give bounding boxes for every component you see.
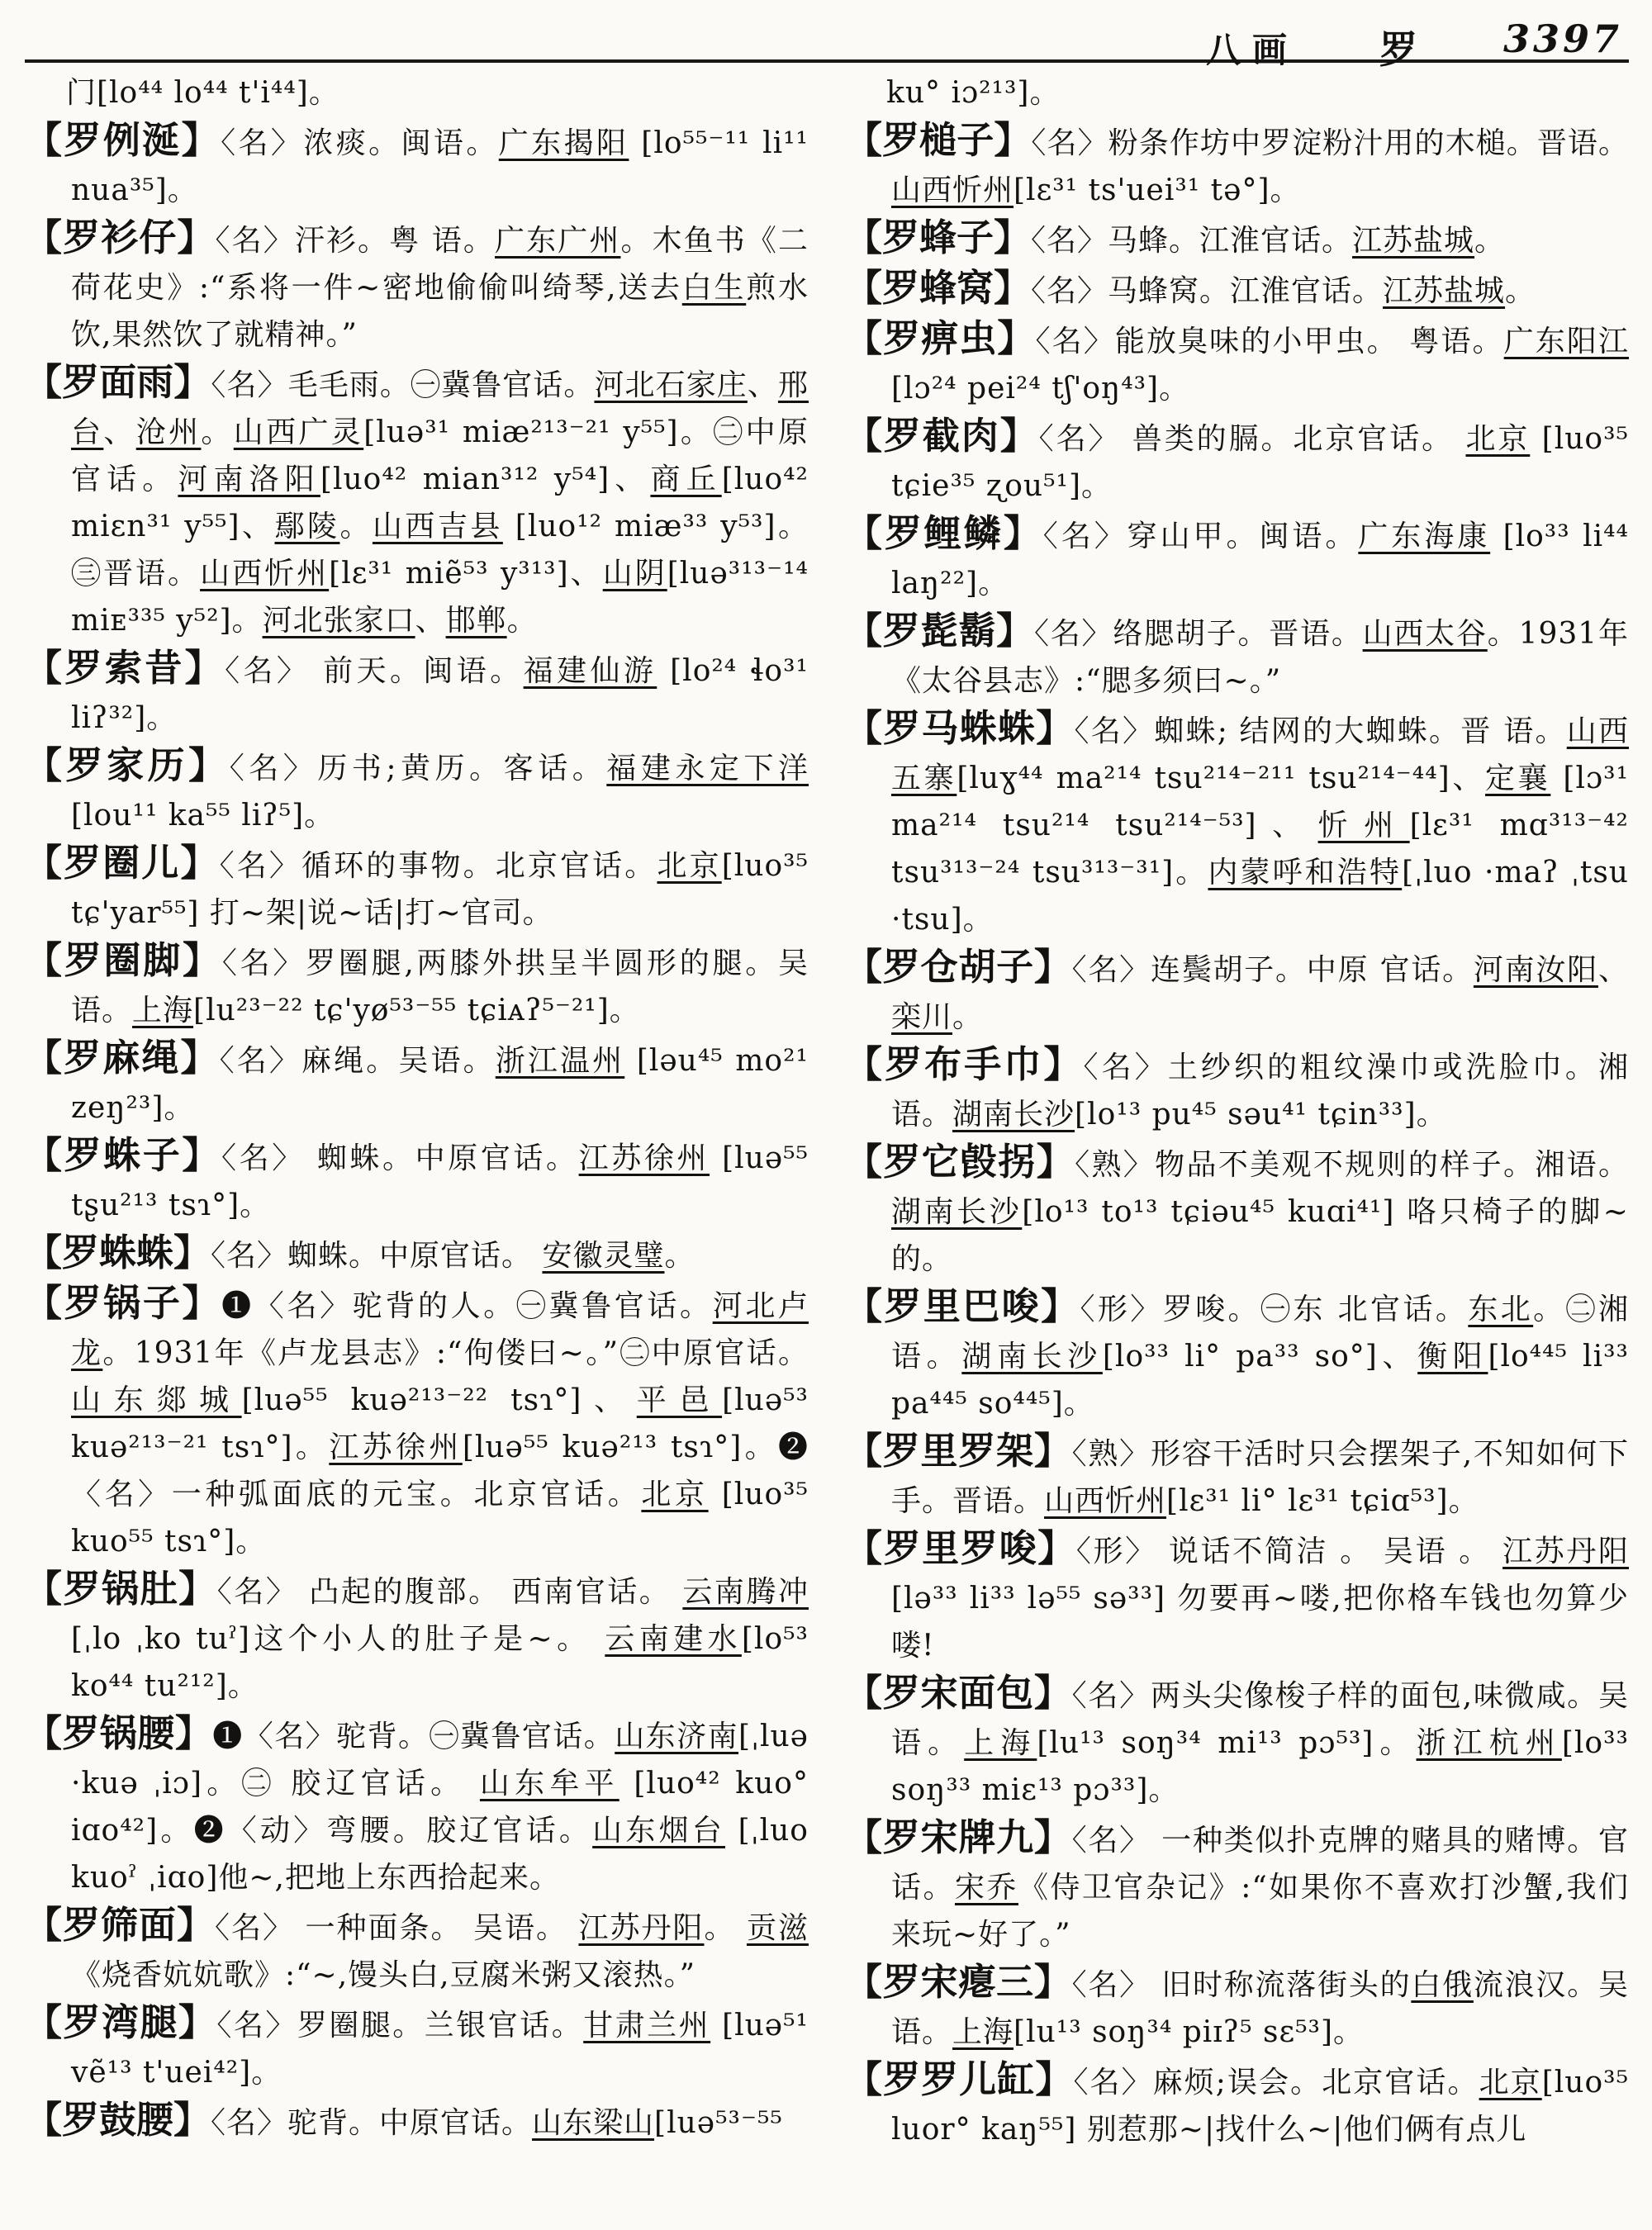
- dictionary-entry: [845, 1525, 1629, 1669]
- entry-text: [lo²⁴ ɬo³¹ liʔ³²]。: [71, 654, 809, 735]
- proper-noun: 河北张家口: [262, 604, 415, 638]
- entry-headword: 【罗筛面】: [25, 1903, 216, 1947]
- dictionary-entry: [845, 315, 1629, 412]
- proper-noun: 河南洛阳: [178, 463, 320, 496]
- proper-noun: 山西吉县: [372, 510, 503, 543]
- proper-noun: 白俄: [1411, 1968, 1474, 2002]
- entry-text: 〈名〉连鬓胡子。中原 官话。: [1071, 953, 1474, 987]
- entry-text: 〈名〉 蜘蛛。中原官话。: [221, 1141, 579, 1175]
- proper-noun: 山西太谷: [1362, 617, 1488, 651]
- entry-text: [luə⁵⁵ tʂu²¹³ tsɿ°]。: [71, 1141, 809, 1222]
- entry-text: [lo¹³ pu⁴⁵ səu⁴¹ tɕin³³]。: [1075, 1098, 1447, 1132]
- dictionary-entry: [845, 1814, 1629, 1958]
- dictionary-entry: [25, 1901, 809, 1999]
- entry-text: [luə⁵⁵ kuə²¹³ tsɿ°]。❷〈名〉一种弧面底的元宝。北京官话。: [71, 1431, 809, 1511]
- entry-text: [luo³⁵ tɕ'yar⁵⁵] 打~架|说~话|打~官司。: [71, 849, 809, 930]
- proper-noun: 衡阳: [1417, 1340, 1488, 1374]
- dictionary-entry: [845, 2056, 1629, 2153]
- entry-text: [luo⁴² mian³¹² y⁵⁴]、: [320, 463, 651, 496]
- dictionary-entry: [25, 1999, 809, 2096]
- dictionary-entry: [845, 705, 1629, 943]
- entry-text: 〈名〉 旧时称流落街头的: [1071, 1968, 1412, 2002]
- entry-text: [lo³³ li⁴⁴ laŋ²²]。: [891, 520, 1629, 600]
- entry-headword: 【罗马蛛蛛】: [845, 706, 1075, 750]
- proper-noun: 甘肃兰州: [583, 2009, 711, 2043]
- entry-text: ku° iɔ²¹³]。: [886, 76, 1061, 110]
- entry-text: [lɛ³¹ mɑ³¹³⁻⁴² tsu³¹³⁻²⁴ tsu³¹³⁻³¹]。: [891, 809, 1629, 890]
- proper-noun: 福建仙游: [523, 654, 657, 688]
- dictionary-entry: [845, 1427, 1629, 1525]
- proper-noun: 河北石家庄: [594, 368, 748, 402]
- entry-text: [luə⁵³⁻⁵⁵: [654, 2106, 783, 2140]
- entry-headword: 【罗宋面包】: [845, 1671, 1072, 1715]
- entry-text: ❶〈名〉驼背。㊀冀鲁官话。: [212, 1720, 615, 1753]
- proper-noun: 宋乔: [954, 1871, 1018, 1905]
- proper-noun: 浙江杭州: [1416, 1726, 1562, 1760]
- entry-text: 煎水饮,果然饮了就精神。”: [71, 271, 809, 352]
- entry-headword: 【罗宋瘪三】: [845, 1960, 1072, 2004]
- entry-text: 〈名〉粉条作坊中罗淀粉汁用的木槌。晋语。: [1031, 126, 1629, 160]
- entry-text: [lu²³⁻²² tɕ'yø⁵³⁻⁵⁵ tɕiᴀʔ⁵⁻²¹]。: [193, 994, 640, 1027]
- entry-headword: 【罗圈儿】: [25, 841, 220, 885]
- entry-text: [lo⁵⁵⁻¹¹ li¹¹ nua³⁵]。: [71, 126, 809, 207]
- proper-noun: 沧州: [135, 415, 202, 449]
- entry-headword: 【罗槌子】: [845, 118, 1032, 162]
- entry-text: 。: [1474, 224, 1506, 258]
- dictionary-entry: [845, 1958, 1629, 2056]
- entry-text: 、: [1597, 953, 1629, 987]
- dictionary-entry: [25, 644, 809, 742]
- proper-noun: 上海: [964, 1726, 1037, 1760]
- dictionary-entry: [25, 839, 809, 937]
- entry-text: [luə⁵³ kuə²¹³⁻²¹ tsɿ°]。: [71, 1383, 809, 1464]
- entry-text: 。: [704, 1911, 747, 1945]
- entry-text: [lɔ²⁴ pei²⁴ tʃ'oŋ⁴³]。: [891, 372, 1190, 406]
- entry-text: [lo³³ soŋ³³ miɛ¹³ pɔ³³]。: [891, 1726, 1629, 1807]
- entry-text: 〈名〉两头尖像梭子样的面包,味微咸。吴语。: [891, 1679, 1629, 1760]
- entry-text: 〈熟〉物品不美观不规则的样子。湘语。: [1075, 1148, 1629, 1182]
- entry-headword: 【罗里罗架】: [845, 1429, 1072, 1473]
- entry-text: 、: [103, 415, 136, 449]
- dictionary-entry: [845, 1138, 1629, 1283]
- entry-text: 。: [952, 1000, 984, 1034]
- proper-noun: 山东梁山: [532, 2106, 655, 2140]
- entry-headword: 【罗索昔】: [25, 646, 225, 690]
- entry-headword: 【罗圈脚】: [25, 938, 222, 982]
- dictionary-entry: [845, 1041, 1629, 1138]
- entry-text: 。: [1505, 274, 1536, 308]
- entry-headword: 【罗面雨】: [25, 360, 211, 404]
- entry-text: [lo¹³ to¹³ tɕiəu⁴⁵ kuɑi⁴¹] 咯只椅子的脚~的。: [891, 1195, 1629, 1276]
- entry-text: 〈名〉 一种类似扑克牌的赌具的赌博。官话。: [891, 1824, 1629, 1905]
- entry-headword: 【罗宋牌九】: [845, 1815, 1072, 1859]
- entry-text: [lu¹³ soŋ³⁴ mi¹³ pɔ⁵³]。: [1037, 1726, 1417, 1760]
- proper-noun: 山阴: [602, 557, 667, 591]
- two-column-body: [25, 69, 1629, 2153]
- entry-text: 〈名〉络腮胡子。晋语。: [1033, 617, 1363, 651]
- proper-noun: 广东广州: [495, 224, 621, 258]
- entry-headword: 【罗麻绳】: [25, 1036, 220, 1079]
- proper-noun: 江苏盐城: [1383, 274, 1506, 308]
- entry-text: 〈名〉麻绳。吴语。: [219, 1044, 496, 1078]
- left-column: [25, 69, 809, 2153]
- stroke-section-label: 八画: [1206, 30, 1299, 70]
- dictionary-entry: [845, 1669, 1629, 1814]
- entry-text: 。: [339, 510, 373, 543]
- entry-text: ❶〈名〉驼背的人。㊀冀鲁官话。: [221, 1289, 713, 1323]
- entry-text: 〈名〉麻烦;误会。北京官话。: [1073, 2066, 1479, 2100]
- proper-noun: 贡滋: [746, 1911, 809, 1945]
- dictionary-entry: [845, 412, 1629, 510]
- proper-noun: 广东揭阳: [498, 126, 629, 160]
- proper-noun: 北京: [657, 849, 722, 883]
- entry-text: 。1931年《太谷县志》:“腮多须曰~。”: [891, 617, 1629, 698]
- proper-noun: 忻州: [1317, 809, 1410, 842]
- entry-text: 《侍卫官杂记》:“如果你不喜欢打沙蟹,我们来玩~好了。”: [891, 1871, 1629, 1952]
- proper-noun: 上海: [952, 2015, 1014, 2049]
- entry-continuation: [25, 69, 809, 116]
- page-header: [25, 8, 1629, 72]
- entry-text: 。: [201, 415, 234, 449]
- entry-text: [luo³⁵ luor° kaŋ⁵⁵] 别惹那~|找什么~|他们俩有点儿: [891, 2066, 1629, 2147]
- entry-headword: 【罗锅肚】: [25, 1567, 217, 1611]
- proper-noun: 山东烟台: [592, 1814, 725, 1848]
- entry-text: [luo⁴² kuo° iɑo⁴²]。❷〈动〉弯腰。胶辽官话。: [71, 1767, 809, 1848]
- entry-text: 〈形〉罗唆。㊀东 北官话。: [1080, 1293, 1469, 1326]
- entry-text: [luɣ⁴⁴ ma²¹⁴ tsu²¹⁴⁻²¹¹ tsu²¹⁴⁻⁴⁴]、: [957, 762, 1486, 795]
- dictionary-entry: [25, 1132, 809, 1229]
- entry-text: [ˌluo kuoˀ ˌiɑo]他~,把地上东西拾起来。: [71, 1814, 809, 1895]
- dictionary-entry: [25, 1229, 809, 1279]
- entry-text: 《烧香妔妔歌》:“~,馒头白,豆腐米粥又滚热。”: [71, 1958, 695, 1992]
- dictionary-entry: [25, 937, 809, 1034]
- proper-noun: 东北: [1468, 1293, 1534, 1326]
- entry-text: [luə³¹³⁻¹⁴ miᴇ³³⁵ y⁵²]。: [71, 557, 809, 638]
- entry-text: 。木鱼书《二荷花史》:“系将一件~密地偷偷叫绮琴,送去: [71, 224, 809, 305]
- proper-noun: 湖南长沙: [961, 1340, 1103, 1374]
- dictionary-entry: [25, 742, 809, 839]
- proper-noun: 安徽灵璧: [542, 1239, 665, 1273]
- entry-text: 〈名〉罗圈腿。兰银官话。: [216, 2009, 584, 2043]
- dictionary-entry: [845, 607, 1629, 705]
- proper-noun: 湖南长沙: [891, 1195, 1023, 1229]
- entry-text: [luo³⁵ kuo⁵⁵ tsɿ°]。: [71, 1478, 809, 1559]
- proper-noun: 云南建水: [605, 1622, 742, 1656]
- proper-noun: 北京: [641, 1478, 709, 1511]
- entry-text: 、: [415, 604, 446, 638]
- entry-text: [ˌlo ˌko tuˀ]这个小人的肚子是~。: [71, 1622, 605, 1656]
- entry-text: [lɛ³¹ ts'uei³¹ tə°]。: [1014, 173, 1301, 207]
- entry-text: 〈名〉汗衫。粤 语。: [215, 224, 496, 258]
- entry-headword: 【罗蛛蛛】: [25, 1231, 211, 1274]
- proper-noun: 江苏盐城: [1352, 224, 1475, 258]
- entry-text: [lɛ³¹ miẽ⁵³ y³¹³]、: [329, 557, 603, 591]
- entry-text: 〈名〉毛毛雨。㊀冀鲁官话。: [211, 368, 595, 402]
- proper-noun: 广东海康: [1358, 520, 1491, 553]
- entry-headword: 【罗鼓腰】: [25, 2098, 211, 2142]
- entry-headword: 【罗锅子】: [25, 1281, 222, 1325]
- entry-text: [lo⁴⁴⁵ li³³ pa⁴⁴⁵ so⁴⁴⁵]。: [891, 1340, 1629, 1421]
- proper-noun: 邯郸: [445, 604, 507, 638]
- entry-text: 〈名〉驼背。中原官话。: [211, 2106, 533, 2140]
- entry-text: 〈名〉浓痰。闽语。: [221, 126, 499, 160]
- proper-noun: 江苏徐州: [329, 1431, 463, 1464]
- entry-text: [lou¹¹ ka⁵⁵ liʔ⁵]。: [71, 799, 335, 833]
- entry-text: 。: [506, 604, 538, 638]
- dictionary-entry: [845, 943, 1629, 1041]
- proper-noun: 广东阳江: [1503, 325, 1629, 358]
- entry-headword: 【罗布手巾】: [845, 1042, 1084, 1086]
- entry-text: [luə³¹ miæ²¹³⁻²¹ y⁵⁵]。㊁中原官话。: [71, 415, 809, 496]
- proper-noun: 上海: [132, 994, 194, 1027]
- proper-noun: 山西广灵: [233, 415, 364, 449]
- right-column: [845, 69, 1629, 2153]
- proper-noun: 福建永定下洋: [606, 752, 809, 785]
- entry-headword: 【罗蜂子】: [845, 216, 1032, 259]
- dictionary-entry: [845, 264, 1629, 315]
- entry-text: 、: [747, 368, 778, 402]
- proper-noun: 江苏丹阳: [578, 1911, 705, 1945]
- entry-text: [lo⁵³ ko⁴⁴ tu²¹²]。: [71, 1622, 809, 1703]
- entry-text: 〈名〉马蜂。江淮官话。: [1031, 224, 1353, 258]
- proper-noun: 山西忻州: [1044, 1484, 1167, 1518]
- proper-noun: 山西忻州: [200, 557, 330, 591]
- proper-noun: 山东济南: [615, 1720, 739, 1753]
- dictionary-entry: [25, 1710, 809, 1901]
- entry-text: 〈名〉马蜂窝。江淮官话。: [1031, 274, 1384, 308]
- proper-noun: 北京: [1479, 2066, 1542, 2100]
- entry-text: 〈熟〉形容干活时只会摆架子,不知如何下手。晋语。: [891, 1437, 1629, 1518]
- proper-noun: 云南腾冲: [682, 1575, 809, 1609]
- dictionary-entry: [25, 358, 809, 644]
- proper-noun: 山东郯城: [71, 1383, 242, 1417]
- proper-noun: 江苏丹阳: [1502, 1535, 1629, 1568]
- entry-text: [luə⁵⁵ kuə²¹³⁻²² tsɿ°]、: [241, 1383, 637, 1417]
- entry-headword: 【罗鲤鳞】: [845, 511, 1043, 555]
- entry-text: 〈名〉 一种面条。 吴语。: [215, 1911, 579, 1945]
- dictionary-entry: [25, 116, 809, 214]
- entry-headword: 【罗湾腿】: [25, 2000, 217, 2044]
- entry-text: [ˌluə ·kuə ˌiɔ]。㊁ 胶辽官话。: [71, 1720, 809, 1801]
- entry-text: 〈名〉蜘蛛。中原官话。: [211, 1239, 543, 1273]
- dictionary-entry: [25, 2096, 809, 2147]
- dictionary-entry: [25, 1565, 809, 1710]
- entry-headword: 【罗家历】: [25, 743, 230, 787]
- entry-headword: 【罗衫仔】: [25, 216, 216, 259]
- entry-text: 。1931年《卢龙县志》:“佝偻曰~。”㊁中原官话。: [102, 1336, 809, 1370]
- entry-text: [luo³⁵ tɕie³⁵ ʐou⁵¹]。: [891, 422, 1629, 503]
- entry-headword: 【罗痹虫】: [845, 316, 1036, 360]
- entry-text: 〈名〉循环的事物。北京官话。: [219, 849, 657, 883]
- proper-noun: 鄢陵: [274, 510, 340, 543]
- entry-text: 〈名〉穿山甲。闽语。: [1042, 520, 1359, 553]
- entry-text: [lo³³ li° pa³³ so°]、: [1102, 1340, 1418, 1374]
- entry-text: 〈名〉历书;黄历。客话。: [229, 752, 607, 785]
- entry-text: 。㊁湘语。: [891, 1293, 1629, 1374]
- proper-noun: 浙江温州: [495, 1044, 625, 1078]
- section-head-character: 罗: [1379, 27, 1417, 72]
- proper-noun: 河北卢龙: [71, 1289, 809, 1370]
- dictionary-entry: [25, 214, 809, 358]
- proper-noun: 邢台: [71, 368, 809, 449]
- entry-text: 〈名〉 凸起的腹部。 西南官话。: [216, 1575, 683, 1609]
- page-number: 3397: [1503, 17, 1623, 61]
- proper-noun: 山西五寨: [891, 714, 1629, 795]
- proper-noun: 湖南长沙: [952, 1098, 1075, 1132]
- proper-noun: 白生: [681, 271, 747, 305]
- entry-text: 〈名〉 前天。闽语。: [225, 654, 524, 688]
- entry-text: 流浪汉。吴语。: [891, 1968, 1629, 2049]
- entry-headword: 【罗里罗唆】: [845, 1526, 1076, 1570]
- entry-headword: 【罗蛛子】: [25, 1133, 221, 1177]
- proper-noun: 河南汝阳: [1473, 953, 1598, 987]
- entry-text: [luo⁴² miɛn³¹ y⁵⁵]、: [71, 463, 809, 543]
- proper-noun: 定襄: [1485, 762, 1551, 795]
- dictionary-entry: [845, 1283, 1629, 1427]
- entry-headword: 【罗截肉】: [845, 414, 1039, 458]
- entry-headword: 【罗蜂窝】: [845, 266, 1032, 310]
- proper-noun: 山西忻州: [891, 173, 1014, 207]
- proper-noun: 商丘: [650, 463, 722, 496]
- dictionary-entry: [845, 116, 1629, 214]
- proper-noun: 江苏徐州: [578, 1141, 710, 1175]
- entry-text: 〈名〉能放臭味的小甲虫。 粤语。: [1035, 325, 1504, 358]
- entry-text: 〈形〉 说话不简洁 。 吴语 。: [1075, 1535, 1503, 1568]
- entry-headword: 【罗锅腰】: [25, 1711, 213, 1755]
- proper-noun: 内蒙呼和浩特: [1208, 856, 1403, 890]
- entry-text: [lɛ³¹ li° lɛ³¹ tɕiɑ⁵³]。: [1166, 1484, 1479, 1518]
- dictionary-entry: [845, 510, 1629, 607]
- entry-text: [lə³³ li³³ lə⁵⁵ sə³³] 勿要再~喽,把你格车钱也勿算少喽!: [891, 1582, 1629, 1663]
- entry-text: 门[lo⁴⁴ lo⁴⁴ t'i⁴⁴]。: [66, 76, 339, 110]
- entry-text: [lɔ³¹ ma²¹⁴ tsu²¹⁴ tsu²¹⁴⁻⁵³]、: [891, 762, 1630, 842]
- entry-headword: 【罗例涎】: [25, 118, 221, 162]
- entry-text: 。: [664, 1239, 695, 1273]
- entry-text: 〈名〉 兽类的膈。北京官话。: [1038, 422, 1466, 456]
- entry-text: [luo¹² miæ³³ y⁵³]。㊂晋语。: [71, 510, 809, 591]
- entry-text: 〈名〉土纱织的粗纹澡巾或洗脸巾。湘语。: [891, 1051, 1629, 1132]
- dictionary-entry: [25, 1034, 809, 1132]
- entry-text: [luə⁵¹ vẽ¹³ t'uei⁴²]。: [71, 2009, 809, 2090]
- entry-text: 〈名〉蜘蛛; 结网的大蜘蛛。晋 语。: [1074, 714, 1567, 748]
- entry-text: 〈名〉罗圈腿,两膝外拱呈半圆形的腿。吴语。: [71, 947, 809, 1027]
- dictionary-entry: [25, 1279, 809, 1565]
- entry-headword: 【罗罗儿缸】: [845, 2057, 1074, 2101]
- entry-text: [ləu⁴⁵ mo²¹ zeŋ²³]。: [71, 1044, 809, 1125]
- proper-noun: 平邑: [636, 1383, 723, 1417]
- entry-headword: 【罗髭鬍】: [845, 609, 1034, 652]
- proper-noun: 北京: [1465, 422, 1531, 456]
- entry-text: [ˌluo ·maʔ ˌtsu ·tsu]。: [891, 856, 1629, 937]
- entry-continuation: [845, 69, 1629, 116]
- entry-headword: 【罗它㲃拐】: [845, 1140, 1075, 1184]
- proper-noun: 山东牟平: [479, 1767, 620, 1801]
- dictionary-entry: [845, 214, 1629, 264]
- entry-headword: 【罗仓胡子】: [845, 945, 1072, 989]
- proper-noun: 栾川: [891, 1000, 953, 1034]
- entry-headword: 【罗里巴唆】: [845, 1284, 1080, 1328]
- entry-text: [lu¹³ soŋ³⁴ piɪʔ⁵ sɛ⁵³]。: [1014, 2015, 1365, 2049]
